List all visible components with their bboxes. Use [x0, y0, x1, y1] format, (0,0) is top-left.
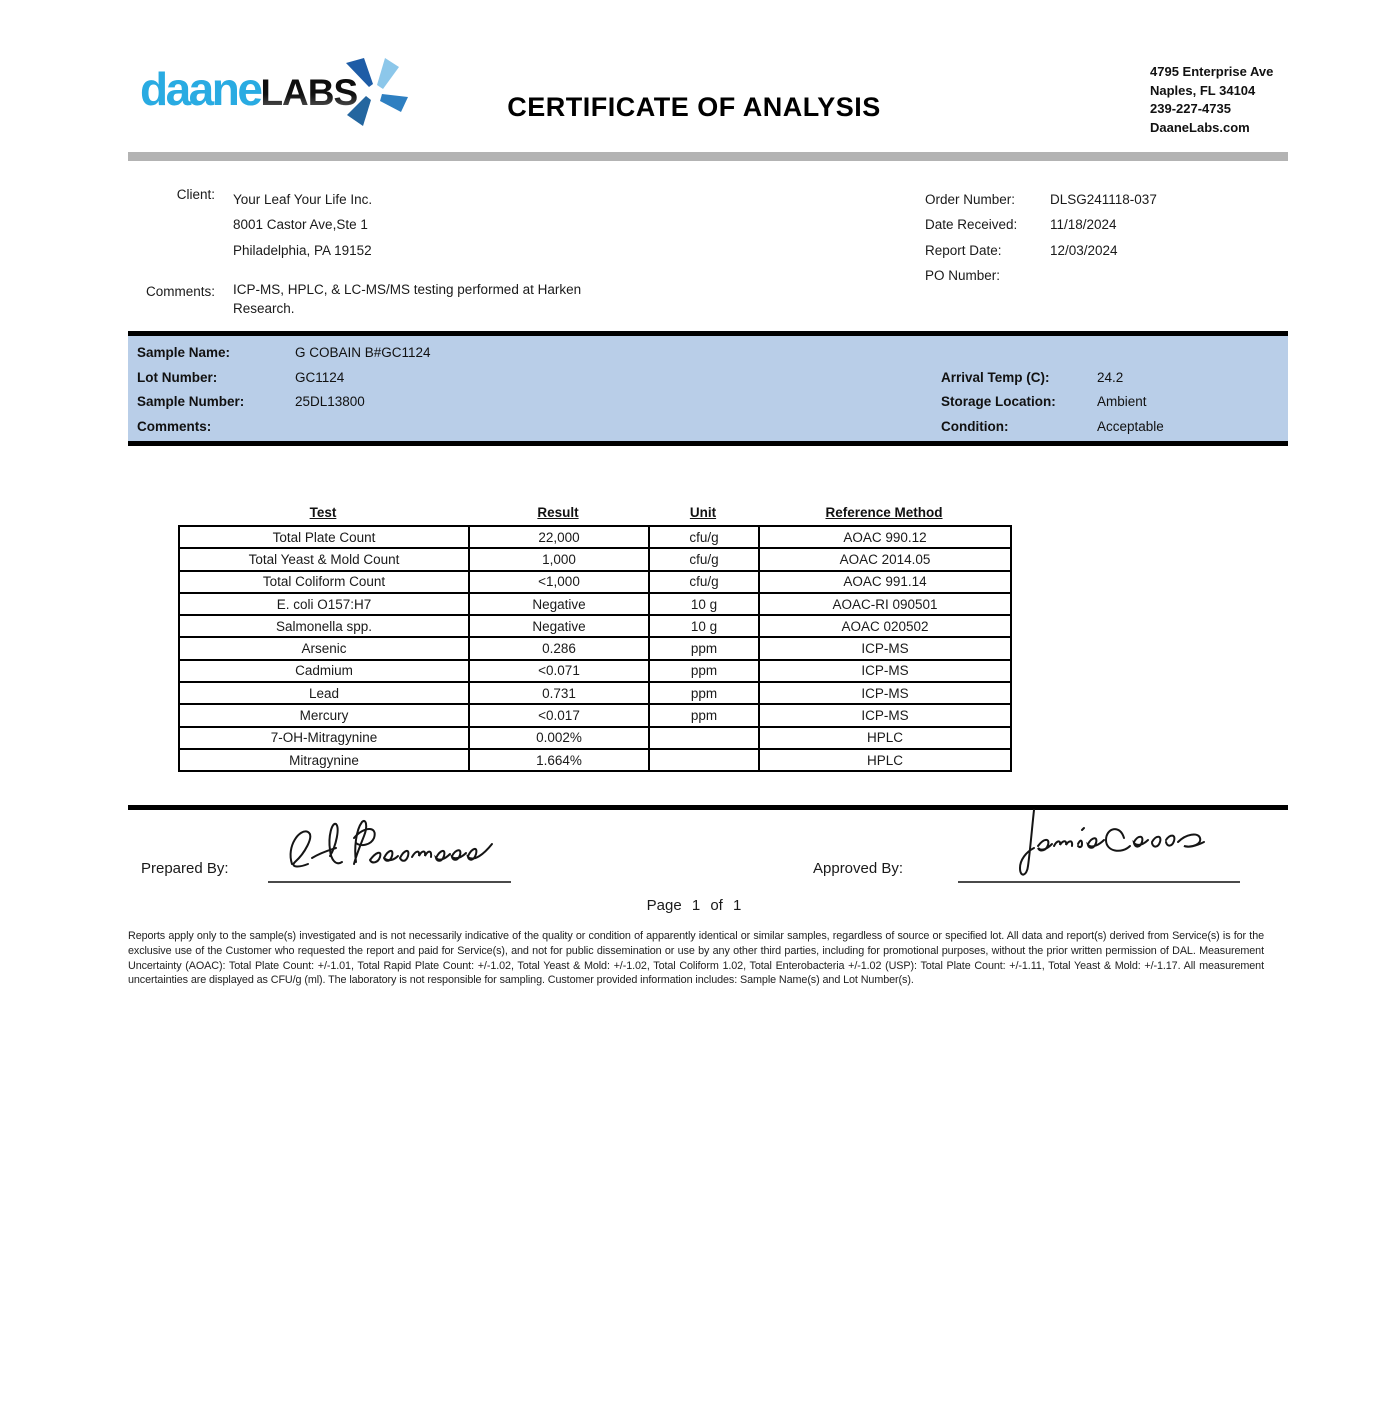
order-field-label: Order Number: — [925, 192, 1016, 207]
address-line: 4795 Enterprise Ave — [1150, 64, 1274, 79]
cell-unit: ppm — [649, 660, 759, 682]
order-info — [925, 187, 1157, 289]
cell-unit: 10 g — [649, 615, 759, 637]
sample-field-label: Sample Number: — [137, 394, 245, 410]
approved-by-label: Approved By: — [813, 860, 904, 877]
client-address — [233, 187, 372, 263]
order-field-row — [925, 212, 1157, 237]
table-row — [179, 548, 1011, 570]
cell-result: <0.017 — [469, 704, 649, 726]
order-field-value: 12/03/2024 — [1050, 242, 1118, 258]
sample-field-label: Comments: — [137, 418, 212, 434]
sample-field-label: Storage Location: — [941, 394, 1056, 410]
column-header-reference-method: Reference Method — [825, 505, 943, 520]
table-row — [179, 704, 1011, 726]
column-header-result: Result — [537, 505, 579, 520]
cell-test: Arsenic — [179, 637, 469, 659]
results-table-section — [178, 505, 1010, 772]
header-divider — [128, 152, 1288, 161]
cell-unit: ppm — [649, 704, 759, 726]
address-line: 239-227-4735 — [1150, 101, 1231, 116]
table-row — [179, 727, 1011, 749]
address-line: DaaneLabs.com — [1150, 119, 1250, 135]
cell-test: Cadmium — [179, 660, 469, 682]
sample-field-row — [941, 415, 1164, 440]
cell-test: Total Coliform Count — [179, 571, 469, 593]
sample-field-label: Sample Name: — [137, 345, 231, 360]
client-address-line: Philadelphia, PA 19152 — [233, 242, 372, 258]
sample-field-label: Arrival Temp (C): — [941, 369, 1050, 385]
order-field-value: 11/18/2024 — [1050, 217, 1117, 233]
sample-field-row — [941, 366, 1164, 391]
cell-test: Total Yeast & Mold Count — [179, 548, 469, 570]
cell-test: Mercury — [179, 704, 469, 726]
sample-field-label: Condition: — [941, 418, 1009, 434]
sample-info-box — [128, 331, 1288, 446]
sample-field-row — [941, 390, 1164, 415]
cell-unit: 10 g — [649, 593, 759, 615]
comments-text: ICP-MS, HPLC, & LC-MS/MS testing performed at Harken Research. — [233, 282, 582, 316]
sample-field-label: Lot Number: — [137, 369, 218, 385]
sample-field-row — [137, 415, 431, 440]
cell-result: Negative — [469, 615, 649, 637]
order-field-row — [925, 263, 1157, 288]
cell-unit — [649, 727, 759, 749]
order-field-label: Date Received: — [925, 217, 1018, 233]
cell-test: Lead — [179, 682, 469, 704]
sample-info-right — [941, 366, 1164, 440]
table-row — [179, 593, 1011, 615]
lab-address — [1150, 63, 1273, 137]
cell-unit: cfu/g — [649, 548, 759, 570]
page-number: Page 1 of 1 — [646, 897, 742, 914]
column-header-test: Test — [309, 505, 337, 520]
cell-reference-method: AOAC 020502 — [759, 615, 1011, 637]
prepared-signature — [278, 812, 518, 882]
cell-reference-method: ICP-MS — [759, 660, 1011, 682]
cell-result: 0.286 — [469, 637, 649, 659]
sample-field-value: 25DL13800 — [295, 394, 365, 410]
results-table — [178, 525, 1012, 772]
table-row — [179, 571, 1011, 593]
logo-text-labs: LABS — [260, 72, 358, 113]
cell-result: <0.071 — [469, 660, 649, 682]
sample-field-row — [137, 366, 431, 391]
table-row — [179, 615, 1011, 637]
order-field-row — [925, 238, 1157, 263]
cell-test: E. coli O157:H7 — [179, 593, 469, 615]
page-title: CERTIFICATE OF ANALYSIS — [507, 92, 881, 122]
order-field-label: PO Number: — [925, 268, 1001, 284]
order-field-label: Report Date: — [925, 242, 1002, 258]
cell-reference-method: AOAC 991.14 — [759, 571, 1011, 593]
cell-test: Mitragynine — [179, 749, 469, 771]
comments-label: Comments: — [145, 284, 215, 299]
cell-reference-method: ICP-MS — [759, 682, 1011, 704]
cell-result: 0.002% — [469, 727, 649, 749]
cell-reference-method: HPLC — [759, 727, 1011, 749]
table-row — [179, 660, 1011, 682]
sample-field-value: Ambient — [1097, 394, 1147, 410]
cell-reference-method: ICP-MS — [759, 637, 1011, 659]
cell-result: <1,000 — [469, 571, 649, 593]
logo-text-daane: daane — [140, 63, 261, 115]
cell-reference-method: AOAC-RI 090501 — [759, 593, 1011, 615]
prepared-by-label: Prepared By: — [141, 860, 229, 877]
order-field-row — [925, 187, 1157, 212]
sample-field-row — [137, 390, 431, 415]
table-row — [179, 637, 1011, 659]
cell-unit: cfu/g — [649, 571, 759, 593]
results-table-headers — [178, 505, 1010, 520]
order-field-value: DLSG241118-037 — [1050, 192, 1157, 207]
sample-field-row — [137, 341, 431, 366]
cell-result: Negative — [469, 593, 649, 615]
sample-field-value: GC1124 — [295, 369, 345, 385]
address-line: Naples, FL 34104 — [1150, 82, 1256, 98]
column-header-unit: Unit — [689, 505, 717, 520]
table-row — [179, 682, 1011, 704]
cell-test: 7-OH-Mitragynine — [179, 727, 469, 749]
cell-reference-method: AOAC 2014.05 — [759, 548, 1011, 570]
cell-result: 22,000 — [469, 526, 649, 548]
cell-unit: ppm — [649, 637, 759, 659]
client-address-line: 8001 Castor Ave,Ste 1 — [233, 217, 368, 233]
cell-unit: cfu/g — [649, 526, 759, 548]
cell-result: 1,000 — [469, 548, 649, 570]
sample-field-value: Acceptable — [1097, 418, 1164, 434]
cell-reference-method: AOAC 990.12 — [759, 526, 1011, 548]
cell-result: 1.664% — [469, 749, 649, 771]
cell-test: Total Plate Count — [179, 526, 469, 548]
table-row — [179, 526, 1011, 548]
sample-info-left — [137, 341, 431, 439]
table-row — [179, 749, 1011, 771]
cell-result: 0.731 — [469, 682, 649, 704]
client-address-line: Your Leaf Your Life Inc. — [233, 192, 373, 207]
client-label: Client: — [176, 187, 215, 202]
cell-unit: ppm — [649, 682, 759, 704]
sample-field-value: 24.2 — [1097, 369, 1124, 385]
cell-test: Salmonella spp. — [179, 615, 469, 637]
cell-reference-method: HPLC — [759, 749, 1011, 771]
approved-signature — [1000, 802, 1220, 882]
cell-unit — [649, 749, 759, 771]
cell-reference-method: ICP-MS — [759, 704, 1011, 726]
sample-field-value: G COBAIN B#GC1124 — [295, 345, 431, 360]
disclaimer-text: Reports apply only to the sample(s) investigated and is not necessarily indicative of the quality or condition of apparently identical or similar samples, regardless of source or specified lot. All data and report(s) derived from Service(s) is for the exclusive use of the Customer who requested the report and paid for Service(s), and not for public dissemination or use by any other third parties, including for promotional purposes, without the prior written permission of DAL. Measurement Uncertainty (AOAC): Total Plate Count: +/-1.01, Total Rapid Plate Count: +/-1.02, Total Yeast & Mold: +/-1.02, Total Coliform 1.02, Total Enterobacteria +/-1.02 (USP): Total Plate Count: +/-1.11, Total Yeast & Mold: +/-1.17. All measurement uncertainties are displayed as CFU/g (ml). The laboratory is not responsible for sampling. Customer provided information includes: Sample Name(s) and Lot Number(s). — [128, 930, 1264, 987]
